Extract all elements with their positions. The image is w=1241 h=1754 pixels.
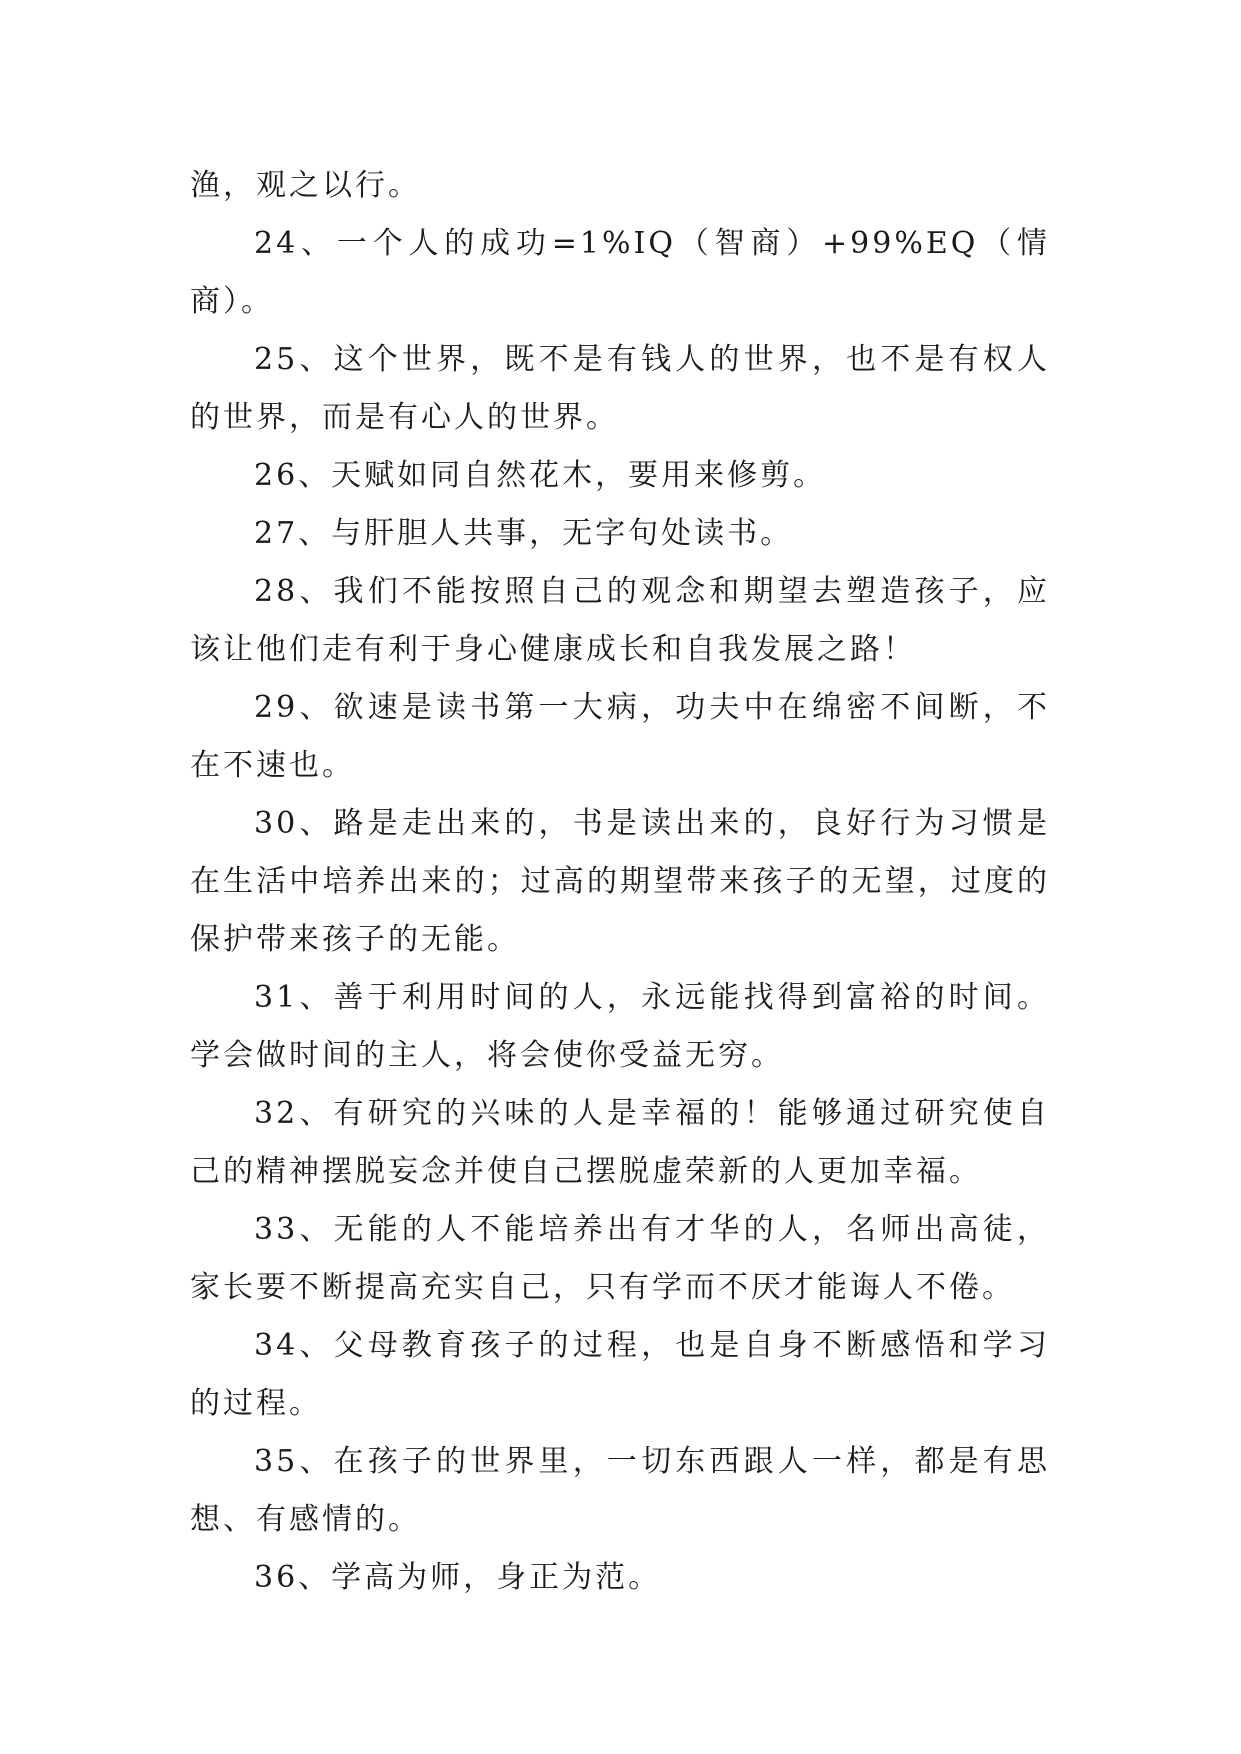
paragraph-24: 24、一个人的成功=1%IQ（智商）+99%EQ（情商）。 [190,226,1050,319]
paragraph-28: 28、我们不能按照自己的观念和期望去塑造孩子，应该让他们走有利于身心健康成长和自我发展之路！ [190,574,1050,667]
paragraph-33: 33、无能的人不能培养出有才华的人，名师出高徒，家长要不断提高充实自己，只有学而不厌才能诲人不倦。 [190,1212,1050,1305]
paragraph-31: 31、善于利用时间的人，永远能找得到富裕的时间。学会做时间的主人，将会使你受益无穷。 [190,980,1050,1073]
paragraph-36: 36、学高为师，身正为范。 [254,1560,662,1595]
paragraph-29: 29、欲速是读书第一大病，功夫中在绵密不间断，不在不速也。 [190,690,1050,783]
paragraph-32: 32、有研究的兴味的人是幸福的！能够通过研究使自己的精神摆脱妄念并使自己摆脱虚荣新的人更加幸福。 [190,1096,1050,1189]
paragraph-26: 26、天赋如同自然花木，要用来修剪。 [254,458,827,493]
paragraph-35: 35、在孩子的世界里，一切东西跟人一样，都是有思想、有感情的。 [190,1444,1050,1537]
document-body [190,157,1050,1607]
paragraph-34: 34、父母教育孩子的过程，也是自身不断感悟和学习的过程。 [190,1328,1050,1421]
paragraph-30: 30、路是走出来的，书是读出来的，良好行为习惯是在生活中培养出来的；过高的期望带来孩子的无望，过度的保护带来孩子的无能。 [190,806,1050,957]
paragraph-27: 27、与肝胆人共事，无字句处读书。 [254,516,794,551]
paragraph-25: 25、这个世界，既不是有钱人的世界，也不是有权人的世界，而是有心人的世界。 [190,342,1050,435]
paragraph-continuation: 渔，观之以行。 [190,168,421,203]
